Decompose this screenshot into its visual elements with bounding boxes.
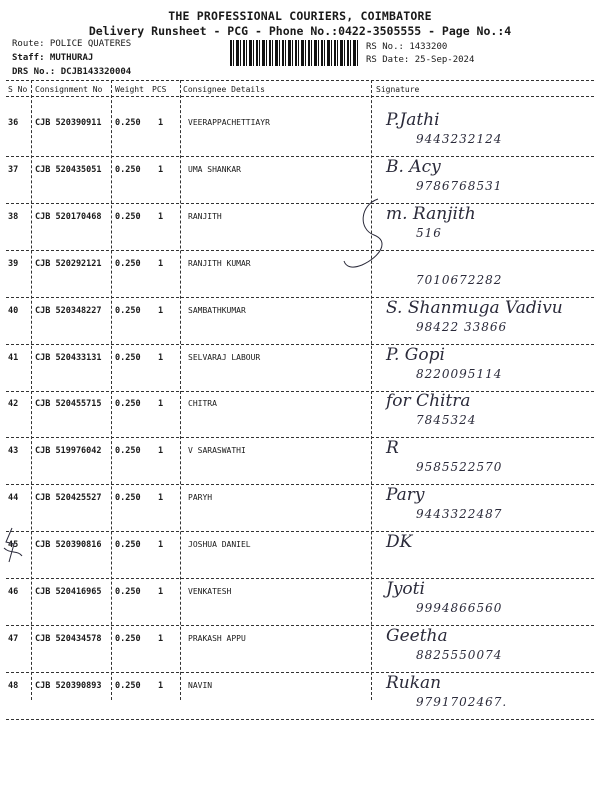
row-weight: 0.250 xyxy=(115,399,141,410)
row-weight: 0.250 xyxy=(115,352,141,363)
signature-phone: 98422 33866 xyxy=(416,319,508,334)
row-pcs: 1 xyxy=(158,258,164,269)
row-consignment-number: CJB 520390816 xyxy=(35,540,102,551)
signature-phone: 516 xyxy=(416,225,442,240)
rs-number: RS No.: 1433200 xyxy=(366,42,448,52)
handwritten-signature xyxy=(380,251,595,297)
row-weight: 0.250 xyxy=(115,680,141,691)
signature-phone: 8825550074 xyxy=(416,647,503,662)
row-consignee: V SARASWATHI xyxy=(188,446,246,456)
row-pcs: 1 xyxy=(158,446,164,457)
signature-name: P. Gopi xyxy=(386,344,445,365)
header-rule-top xyxy=(6,80,594,81)
row-pcs: 1 xyxy=(158,118,164,128)
row-consignment-number: CJB 520435051 xyxy=(35,164,102,175)
row-weight: 0.250 xyxy=(115,211,141,222)
row-sno: 48 xyxy=(8,680,19,691)
row-consignment-number: CJB 520170468 xyxy=(35,211,102,222)
row-pcs: 1 xyxy=(158,493,164,504)
handwritten-signature xyxy=(380,438,595,484)
row-separator xyxy=(6,719,594,720)
row-pcs: 1 xyxy=(158,305,164,316)
signature-phone: 8220095114 xyxy=(416,366,503,381)
handwritten-signature xyxy=(380,110,595,156)
signature-name: Geetha xyxy=(386,625,448,646)
signature-name: DK xyxy=(386,532,413,553)
signature-phone: 9791702467. xyxy=(416,694,508,709)
table-row xyxy=(0,672,600,728)
signature-name: S. Shanmuga Vadivu xyxy=(386,297,563,318)
row-consignee: RANJITH KUMAR xyxy=(188,258,251,268)
row-weight: 0.250 xyxy=(115,258,141,269)
row-sno: 41 xyxy=(8,352,19,363)
row-sno: 46 xyxy=(8,587,19,597)
barcode-image xyxy=(230,40,360,66)
drs-number: DRS No.: DCJB143320004 xyxy=(12,67,132,77)
col-consignee-header: Consignee Details xyxy=(183,85,265,94)
header-rule-bottom xyxy=(6,96,594,97)
row-consignee: SELVARAJ LABOUR xyxy=(188,352,261,362)
row-weight: 0.250 xyxy=(115,587,141,597)
handwritten-signature xyxy=(380,204,595,250)
row-weight: 0.250 xyxy=(115,540,141,551)
delivery-stamp-mark xyxy=(2,526,24,566)
row-consignee: JOSHUA DANIEL xyxy=(188,540,251,550)
row-sno: 44 xyxy=(8,493,19,504)
staff-label: Staff: MUTHURAJ xyxy=(12,53,94,63)
row-sno: 36 xyxy=(8,118,19,128)
signature-phone: 9994866560 xyxy=(416,601,503,615)
signature-name: Rukan xyxy=(386,672,442,693)
row-weight: 0.250 xyxy=(115,305,141,316)
row-consignee: PARYH xyxy=(188,493,213,503)
signature-loop-scribble xyxy=(340,195,400,275)
col-signature-header: Signature xyxy=(376,85,420,94)
col-pcs-header: PCS xyxy=(152,85,167,94)
handwritten-signature xyxy=(380,345,595,391)
row-consignee: SAMBATHKUMAR xyxy=(188,305,246,315)
row-consignee: RANJITH xyxy=(188,211,222,221)
row-consignment-number: CJB 520425527 xyxy=(35,493,102,504)
row-sno: 42 xyxy=(8,399,19,410)
signature-name: m. Ranjith xyxy=(386,203,476,224)
col-weight-header: Weight xyxy=(115,85,144,94)
row-consignee: VEERAPPACHETTIAYR xyxy=(188,118,270,127)
row-pcs: 1 xyxy=(158,587,164,597)
handwritten-signature xyxy=(380,485,595,531)
row-weight: 0.250 xyxy=(115,493,141,504)
row-consignee: UMA SHANKAR xyxy=(188,164,241,174)
handwritten-signature xyxy=(380,579,595,625)
signature-phone: 7010672282 xyxy=(416,272,503,287)
row-consignment-number: CJB 520292121 xyxy=(35,258,102,269)
signature-name: B. Acy xyxy=(386,156,441,177)
row-consignee: VENKATESH xyxy=(188,587,232,596)
col-consignment-header: Consignment No xyxy=(35,85,103,94)
row-sno: 37 xyxy=(8,164,19,175)
row-sno: 39 xyxy=(8,258,19,269)
signature-name: P.Jathi xyxy=(386,110,440,130)
row-pcs: 1 xyxy=(158,540,164,551)
route-label: Route: POLICE QUATERES xyxy=(12,39,132,49)
handwritten-signature xyxy=(380,157,595,203)
row-pcs: 1 xyxy=(158,680,164,691)
row-sno: 45 xyxy=(8,540,19,551)
signature-phone: 9443322487 xyxy=(416,507,503,522)
row-consignee: PRAKASH APPU xyxy=(188,633,246,643)
row-weight: 0.250 xyxy=(115,633,141,644)
row-weight: 0.250 xyxy=(115,118,141,128)
row-consignee: CHITRA xyxy=(188,399,217,409)
row-consignment-number: CJB 519976042 xyxy=(35,446,102,457)
handwritten-signature xyxy=(380,298,595,344)
row-consignment-number: CJB 520434578 xyxy=(35,633,102,644)
row-pcs: 1 xyxy=(158,352,164,363)
signature-phone: 9443232124 xyxy=(416,132,503,146)
runsheet-subtitle: Delivery Runsheet - PCG - Phone No.:0422-3505555 - Page No.:4 xyxy=(88,24,512,38)
col-sno-header: S No xyxy=(8,85,28,94)
row-consignment-number: CJB 520455715 xyxy=(35,399,102,410)
row-consignment-number: CJB 520433131 xyxy=(35,352,102,363)
row-consignment-number: CJB 520416965 xyxy=(35,587,102,597)
signature-name: Jyoti xyxy=(386,579,425,599)
row-sno: 43 xyxy=(8,446,19,457)
handwritten-signature xyxy=(380,673,595,719)
company-title: THE PROFESSIONAL COURIERS, COIMBATORE xyxy=(168,9,432,23)
signature-phone: 9786768531 xyxy=(416,178,503,193)
row-sno: 47 xyxy=(8,633,19,644)
row-pcs: 1 xyxy=(158,211,164,222)
handwritten-signature xyxy=(380,626,595,672)
row-weight: 0.250 xyxy=(115,446,141,457)
row-sno: 38 xyxy=(8,211,19,222)
signature-name: R xyxy=(386,438,399,459)
handwritten-signature xyxy=(380,391,595,437)
rs-date: RS Date: 25-Sep-2024 xyxy=(366,55,475,65)
signature-phone: 7845324 xyxy=(416,413,477,428)
row-consignment-number: CJB 520390893 xyxy=(35,680,102,691)
row-consignment-number: CJB 520348227 xyxy=(35,305,102,316)
row-pcs: 1 xyxy=(158,164,164,175)
signature-phone: 9585522570 xyxy=(416,460,503,475)
row-weight: 0.250 xyxy=(115,164,141,175)
handwritten-signature xyxy=(380,532,595,578)
row-sno: 40 xyxy=(8,305,19,316)
row-consignee: NAVIN xyxy=(188,680,213,690)
row-pcs: 1 xyxy=(158,399,164,410)
signature-name: for Chitra xyxy=(386,391,471,412)
row-pcs: 1 xyxy=(158,633,164,644)
signature-name: Pary xyxy=(386,485,425,506)
row-consignment-number: CJB 520390911 xyxy=(35,118,102,128)
